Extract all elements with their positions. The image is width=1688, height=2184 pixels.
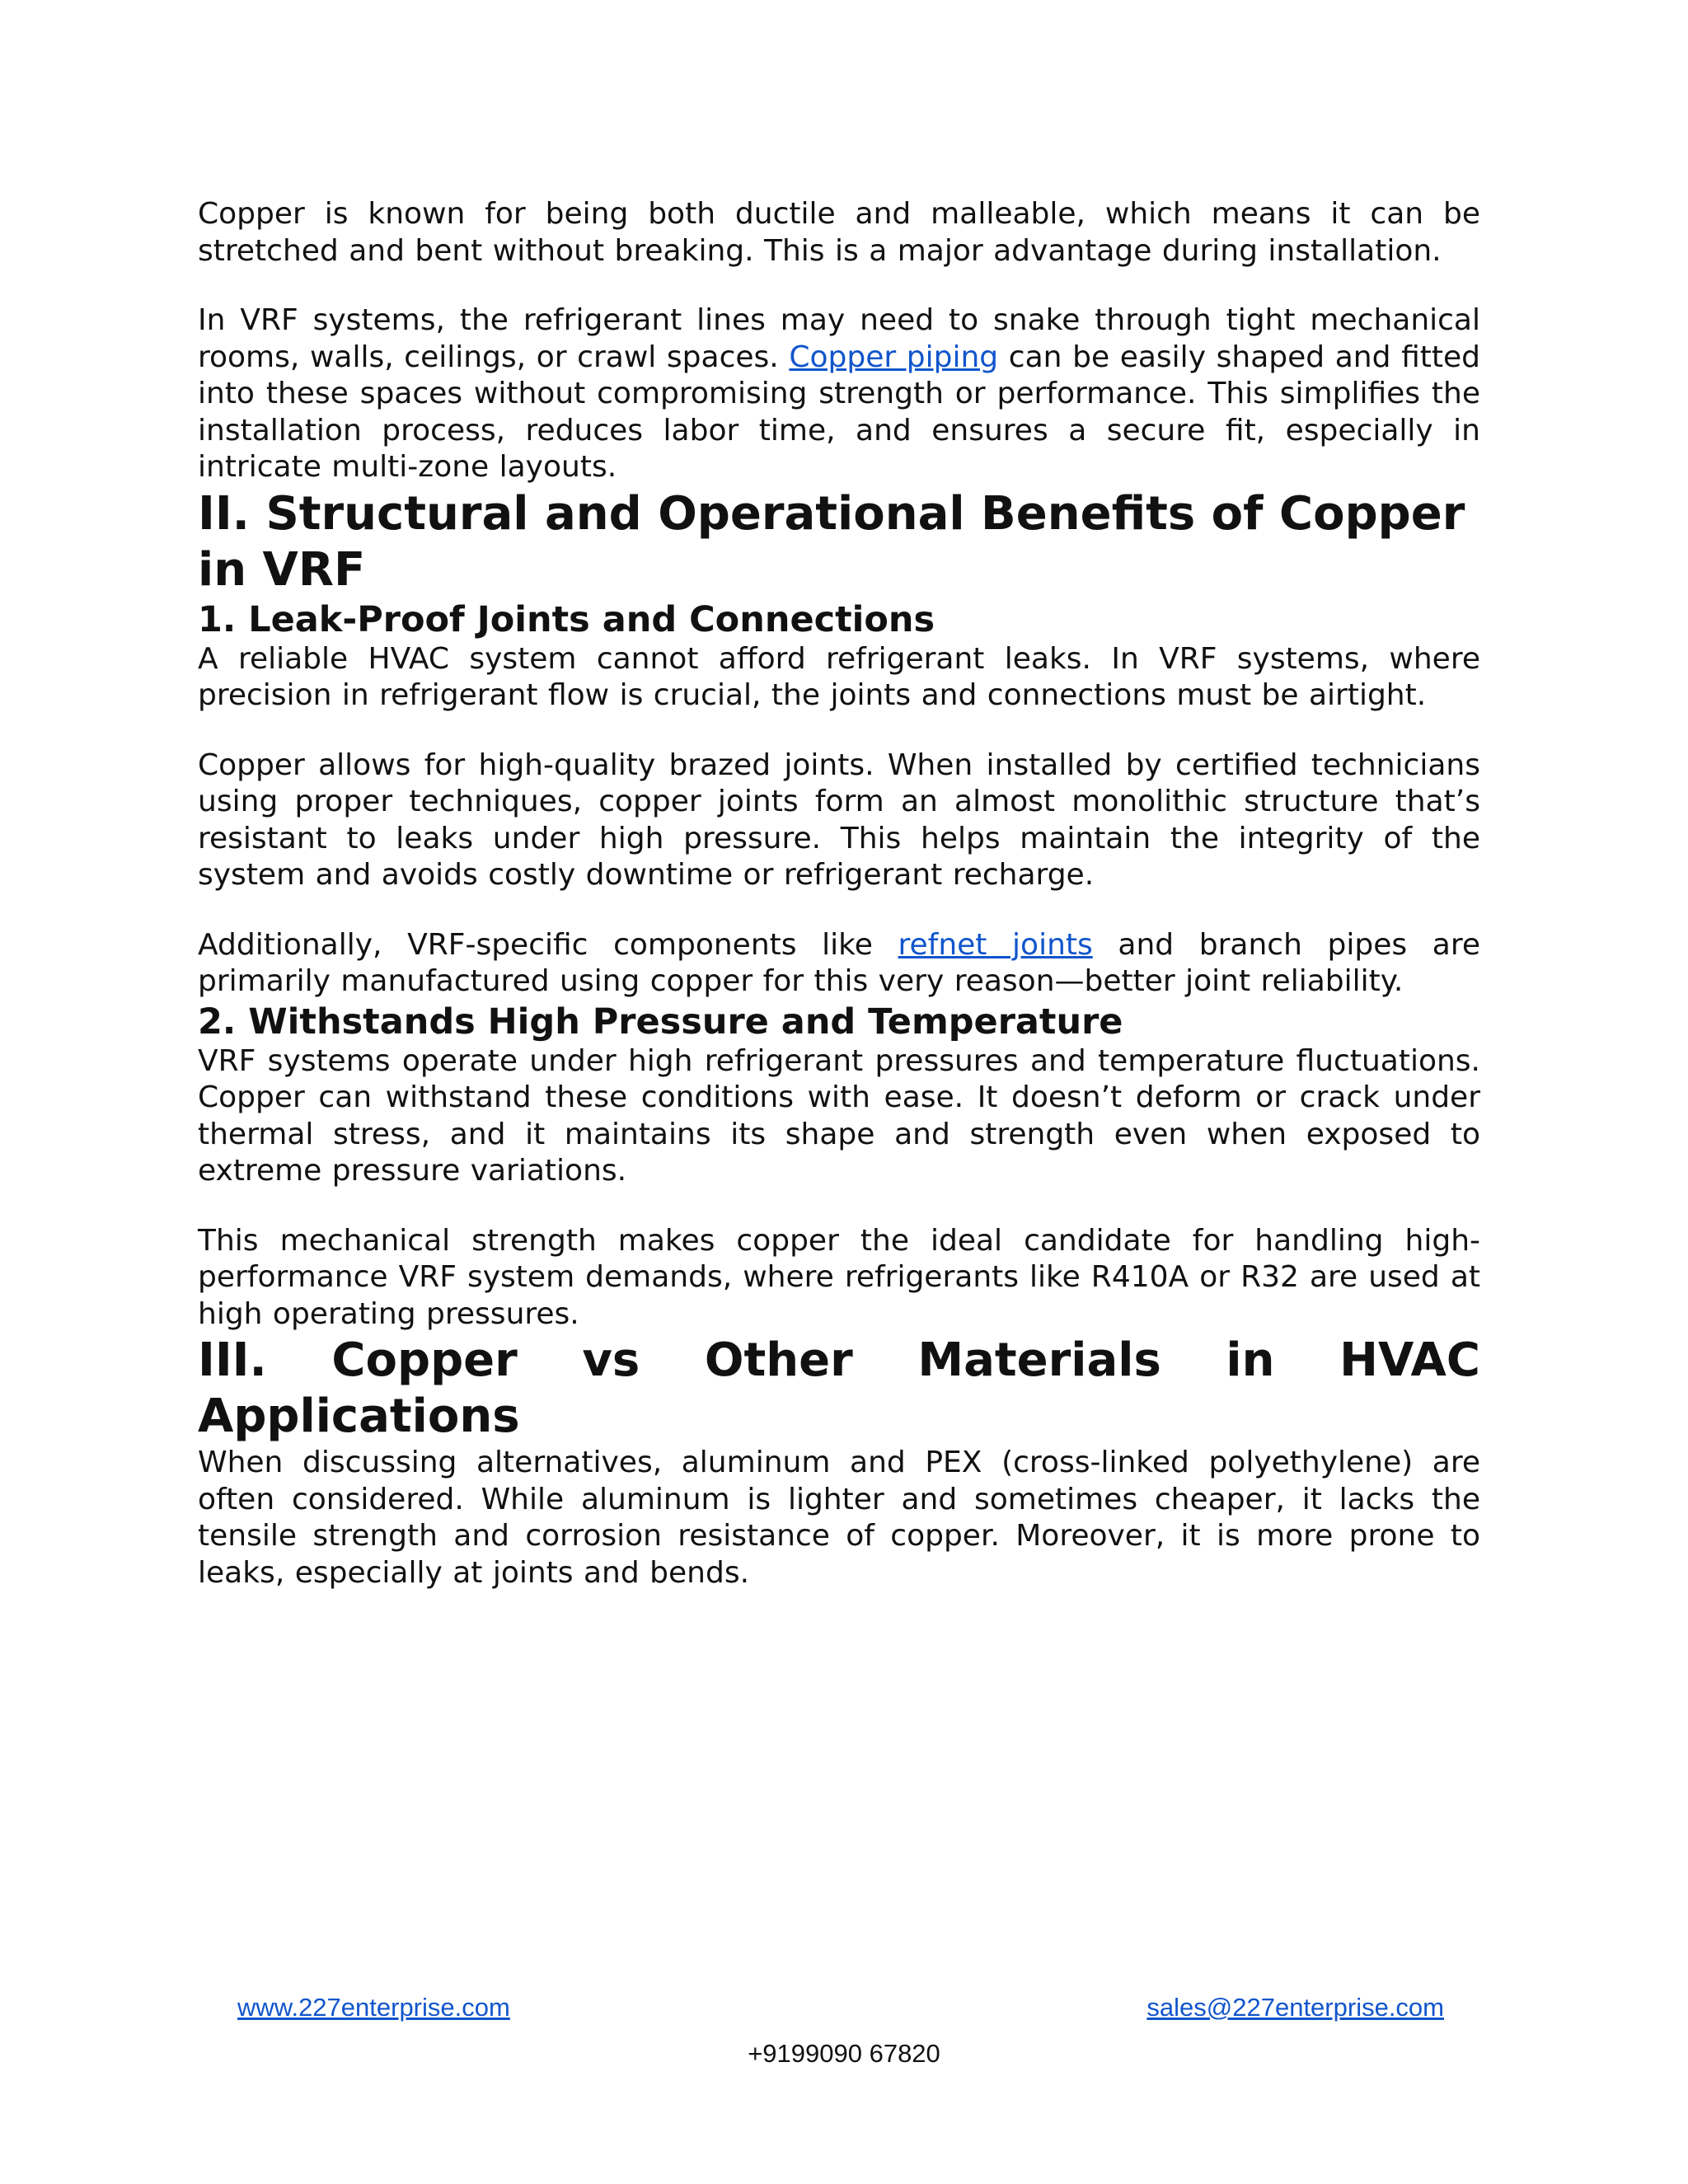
subsection-1-paragraph-2: Copper allows for high-quality brazed joints. When installed by certified technicians using proper techniques, copper joints form an almost monolithic structure that’s resistant to leaks under high pressure. This helps maintain the integrity of the system and avoids costly downtime or refrigerant recharge. — [198, 748, 1480, 892]
document-body — [198, 196, 1480, 1591]
intro-p2-text-before: In VRF systems, the refrigerant lines may need to snake through tight mechanical rooms, walls, ceilings, or crawl spaces. — [198, 303, 1480, 374]
intro-p2-text-after: can be easily shaped and fitted into these spaces without compromising strength or performance. This simplifies the installation process, reduces labor time, and ensures a secure fit, especially in intricate multi-zone layouts. — [198, 340, 1480, 484]
section-3-paragraph-1: When discussing alternatives, aluminum and PEX (cross-linked polyethylene) are often considered. While aluminum is lighter and sometimes cheaper, it lacks the tensile strength and corrosion resistance of copper. Moreover, it is more prone to leaks, especially at joints and bends. — [198, 1446, 1480, 1590]
intro-paragraph-1: Copper is known for being both ductile and malleable, which means it can be stretched and bent without breaking. This is a major advantage during installation. — [198, 197, 1480, 268]
subsection-2-heading: 2. Withstands High Pressure and Temperature — [198, 1001, 1123, 1043]
copper-piping-link[interactable]: Copper piping — [789, 340, 999, 374]
sub1-p3-text-after: and branch pipes are primarily manufactured using copper for this very reason—better joint reliability. — [198, 927, 1480, 998]
heading-word: III. — [198, 1333, 267, 1387]
heading-word: Copper — [331, 1333, 518, 1387]
refnet-joints-link[interactable]: refnet joints — [898, 927, 1093, 962]
footer-website-link[interactable]: www.227enterprise.com — [237, 1993, 510, 2022]
subsection-1-paragraph-3 — [198, 927, 1480, 1001]
subsection-2-paragraph-2: This mechanical strength makes copper the ideal candidate for handling high-performance VRF system demands, where refrigerants like R410A or R32 are used at high operating pressures. — [198, 1223, 1480, 1331]
intro-paragraph-2 — [198, 302, 1480, 486]
heading-word: Materials — [917, 1333, 1161, 1387]
heading-word: vs — [582, 1333, 640, 1387]
sub1-p3-text-before: Additionally, VRF-specific components like — [198, 927, 898, 962]
heading-word: in — [1226, 1333, 1275, 1387]
section-2-heading: II. Structural and Operational Benefits of Copper in VRF — [198, 486, 1465, 597]
subsection-1-heading: 1. Leak-Proof Joints and Connections — [198, 598, 935, 640]
section-3-heading — [198, 1333, 1480, 1445]
footer-phone: +9199090 67820 — [748, 2039, 940, 2068]
heading-word: Other — [704, 1333, 853, 1387]
section-3-heading-line-2: Applications — [198, 1390, 520, 1443]
footer-email-link[interactable]: sales@227enterprise.com — [1146, 1993, 1444, 2022]
heading-word: HVAC — [1339, 1333, 1480, 1387]
section-3-heading-line-1 — [198, 1333, 1480, 1389]
subsection-1-paragraph-1: A reliable HVAC system cannot afford refrigerant leaks. In VRF systems, where precision in refrigerant flow is crucial, the joints and connections must be airtight. — [198, 641, 1480, 712]
subsection-2-paragraph-1: VRF systems operate under high refrigerant pressures and temperature fluctuations. Copper can withstand these conditions with ease. It doesn’t deform or crack under thermal stress, and it maintains its shape and strength even when exposed to extreme pressure variations. — [198, 1043, 1480, 1188]
